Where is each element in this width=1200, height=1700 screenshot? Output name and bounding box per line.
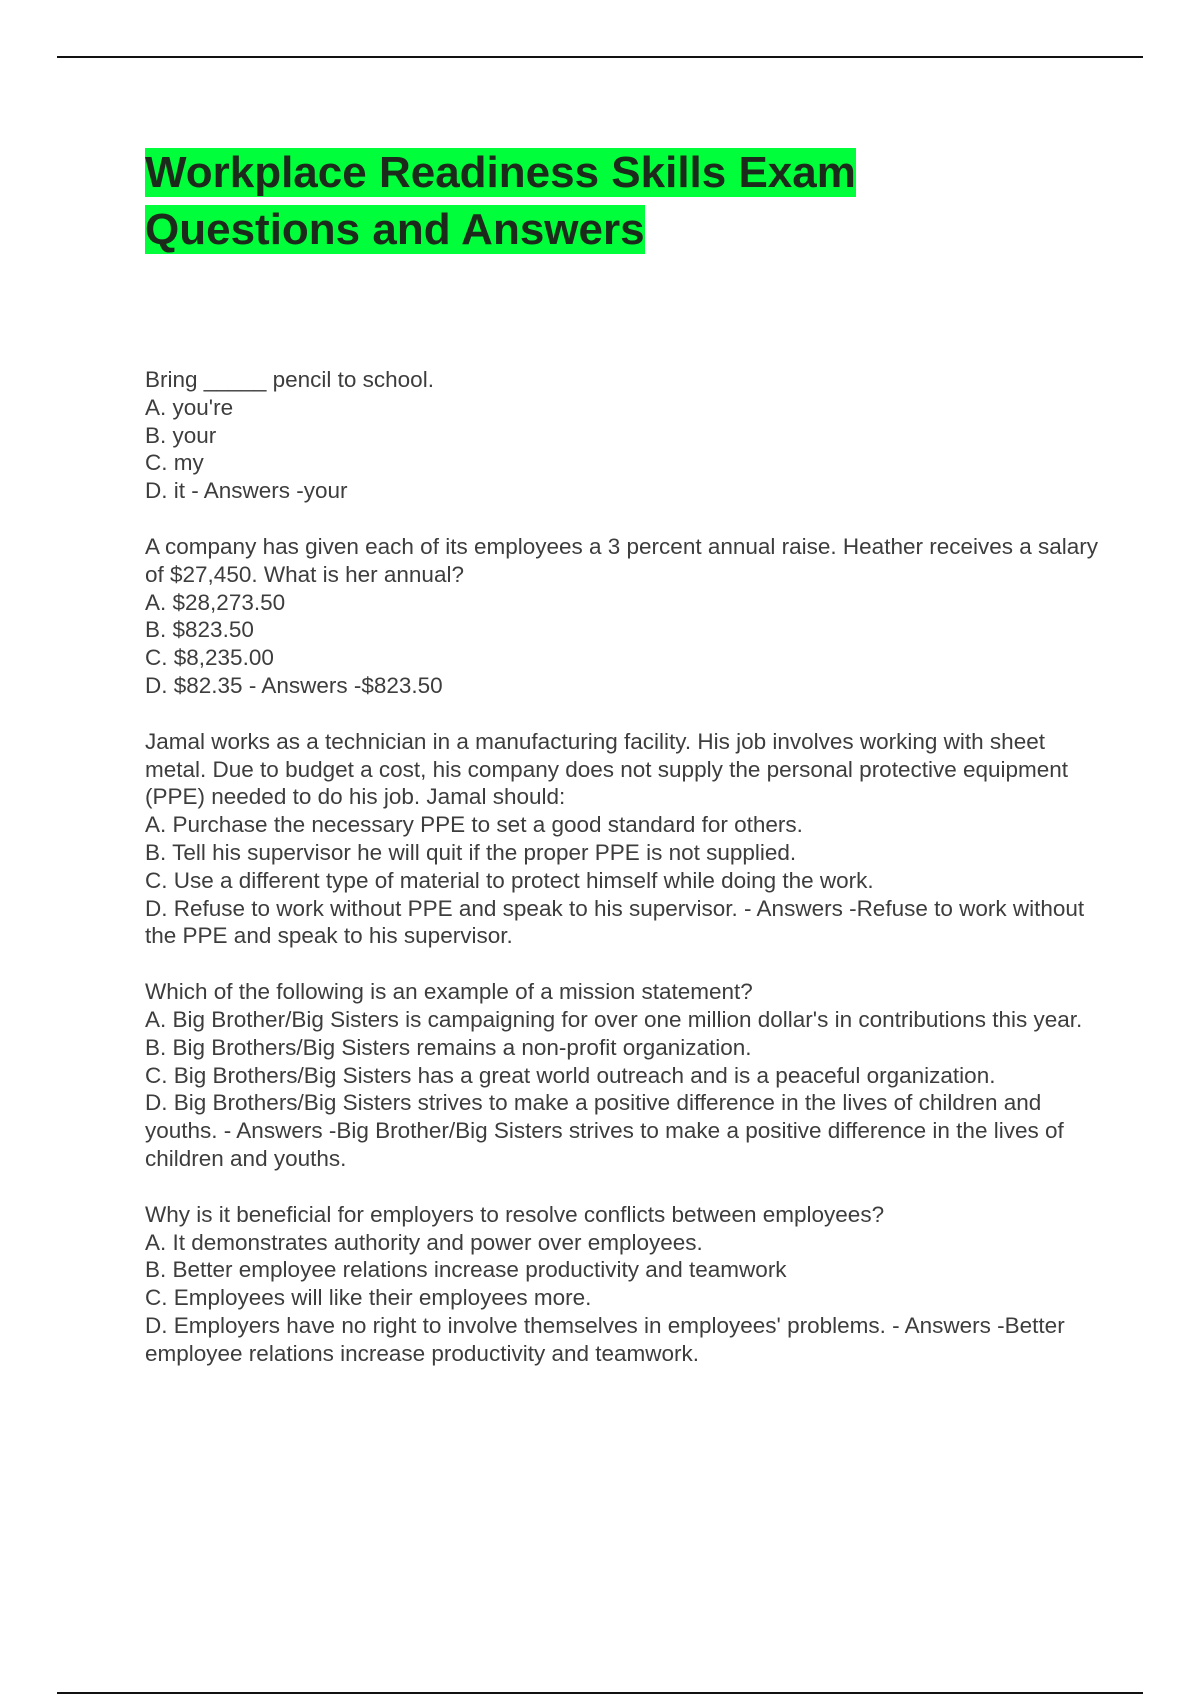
answer-option: A. $28,273.50 <box>145 589 286 615</box>
question-prompt: A company has given each of its employees a 3 percent annual raise. Heather receives a salary of $27,450. What is her annual? <box>145 533 1099 587</box>
question-prompt: Bring _____ pencil to school. <box>145 367 434 392</box>
answer-option: D. Refuse to work without PPE and speak to his supervisor. - Answers -Refuse to work without the PPE and speak to his supervisor. <box>145 895 1085 949</box>
question-prompt: Which of the following is an example of a mission statement? <box>145 979 753 1005</box>
answer-option: A. It demonstrates authority and power over employees. <box>145 1229 703 1255</box>
footer-rule <box>57 1692 1143 1694</box>
answer-option: C. Big Brothers/Big Sisters has a great world outreach and is a peaceful organization. <box>145 1062 996 1088</box>
header-rule <box>57 56 1143 58</box>
question-block-5 <box>145 1201 1105 1368</box>
answer-option: C. $8,235.00 <box>145 645 274 671</box>
page-title <box>145 144 1045 258</box>
answer-option: B. Big Brothers/Big Sisters remains a non-profit organization. <box>145 1034 752 1060</box>
answer-option: B. $823.50 <box>145 617 254 643</box>
answer-option: B. Tell his supervisor he will quit if the proper PPE is not supplied. <box>145 839 797 865</box>
question-prompt: Jamal works as a technician in a manufacturing facility. His job involves working with sheet metal. Due to budget a cost, his company does not supply the personal protective equipment (PPE) needed to do his job. Jamal should: <box>145 728 1069 810</box>
answer-option: A. you're <box>145 394 234 420</box>
answer-option: A. Purchase the necessary PPE to set a good standard for others. <box>145 812 803 838</box>
answer-option: D. Employers have no right to involve themselves in employees' problems. - Answers -Better employee relations increase productivity and teamwork. <box>145 1312 1065 1366</box>
answer-option: C. Use a different type of material to protect himself while doing the work. <box>145 867 874 893</box>
question-block-4 <box>145 978 1105 1173</box>
answer-option: B. Better employee relations increase productivity and teamwork <box>145 1257 787 1283</box>
question-block-3 <box>145 728 1105 950</box>
question-prompt: Why is it beneficial for employers to resolve conflicts between employees? <box>145 1201 885 1227</box>
answer-option: D. it - Answers -your <box>145 478 348 504</box>
answer-option: D. Big Brothers/Big Sisters strives to make a positive difference in the lives of children and youths. - Answers -Big Brother/Big Sisters strives to make a positive difference in the lives of children and youths. <box>145 1090 1064 1171</box>
answer-option: C. my <box>145 450 204 476</box>
answer-option: D. $82.35 - Answers -$823.50 <box>145 672 443 698</box>
answer-option: A. Big Brother/Big Sisters is campaigning for over one million dollar's in contributions this year. <box>145 1006 1083 1032</box>
question-list <box>145 366 1105 1396</box>
question-block-2 <box>145 533 1105 700</box>
question-block-1 <box>145 366 1105 505</box>
answer-option: B. your <box>145 422 217 448</box>
title-line-2: Questions and Answers <box>145 205 645 254</box>
answer-option: C. Employees will like their employees more. <box>145 1285 592 1311</box>
title-line-1: Workplace Readiness Skills Exam <box>145 148 856 197</box>
